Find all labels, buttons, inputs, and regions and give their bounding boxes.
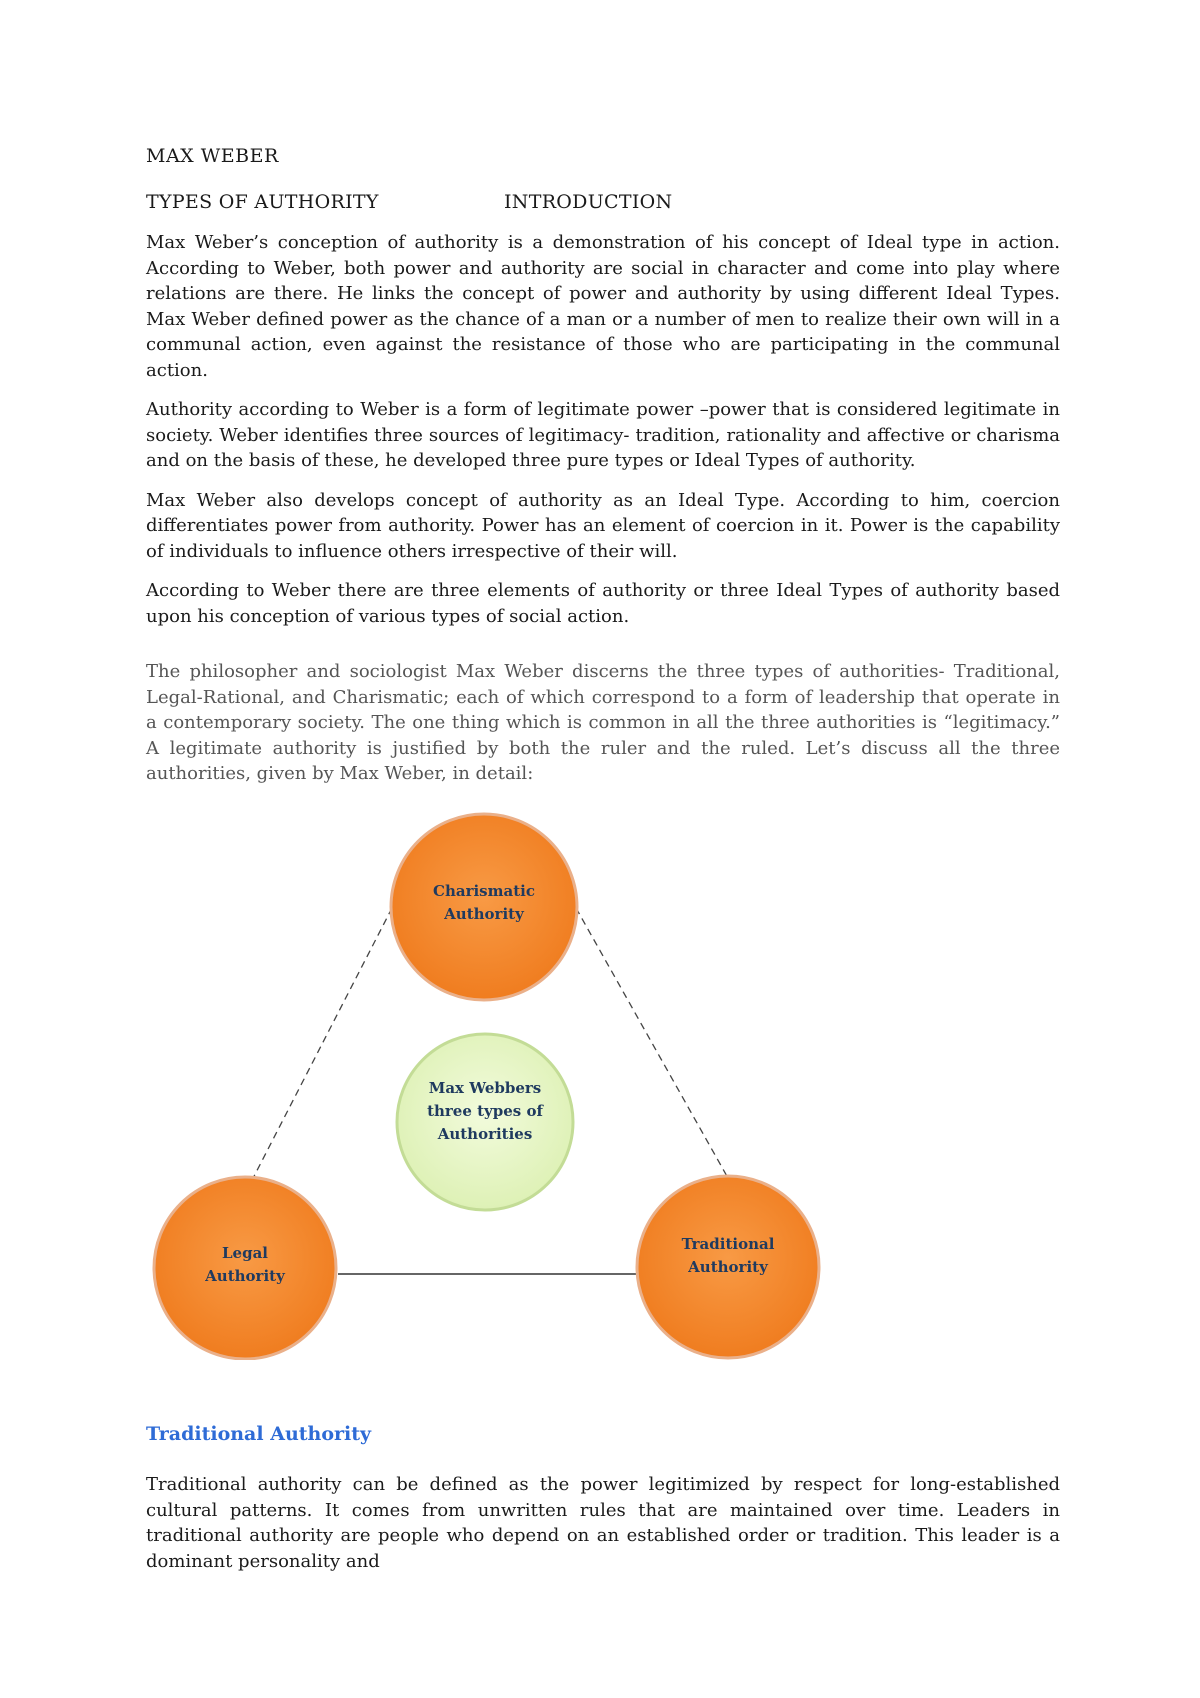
legal-label-line2: Authority	[205, 1267, 285, 1285]
charismatic-label-line2: Authority	[444, 905, 524, 923]
center-label-line1: Max Webbers	[428, 1079, 542, 1097]
traditional-authority-node	[637, 1176, 819, 1358]
document-subtitle	[146, 188, 1060, 216]
center-label-line3: Authorities	[437, 1125, 533, 1143]
paragraph-1: Max Weber’s conception of authority is a demonstration of his concept of Ideal type in action. According to Weber, both power and authority are social in character and come into play where relations are there. He links the concept of power and authority by using different Ideal Types. Max Weber defined power as the chance of a man or a number of men to realize their own will in a communal action, even against the resistance of those who are participating in the communal action.	[146, 232, 1060, 381]
charismatic-label-line1: Charismatic	[433, 882, 535, 900]
document-title: MAX WEBER	[146, 145, 279, 167]
connector-charismatic-legal	[248, 908, 392, 1188]
intro-grey-paragraph: The philosopher and sociologist Max Weber discerns the three types of authorities- Traditional, Legal-Rational, and Charismatic; each of which correspond to a form of leadership that operate in a contemporary society. The one thing which is common in all the three authorities is “legitimacy.” A legitimate authority is justified by both the ruler and the ruled. Let’s discuss all the three authorities, given by Max Weber, in detail:	[146, 661, 1060, 784]
legal-label-line1: Legal	[222, 1244, 268, 1262]
subtitle-types-of-authority: TYPES OF AUTHORITY	[146, 191, 379, 213]
legal-authority-node	[154, 1177, 336, 1359]
connector-charismatic-traditional	[576, 908, 728, 1178]
charismatic-authority-node	[391, 814, 577, 1000]
authority-diagram	[0, 800, 1200, 1360]
paragraph-2: Authority according to Weber is a form of legitimate power –power that is considered legitimate in society. Weber identifies three sources of legitimacy- tradition, rationality and affective or charisma and on the basis of these, he developed three pure types or Ideal Types of authority.	[146, 399, 1060, 471]
traditional-label-line1: Traditional	[681, 1235, 775, 1253]
traditional-label-line2: Authority	[688, 1258, 768, 1276]
paragraph-4: According to Weber there are three elements of authority or three Ideal Types of authority based upon his conception of various types of social action.	[146, 580, 1060, 627]
center-three-types-node	[397, 1034, 573, 1210]
center-label-line2: three types of	[427, 1102, 543, 1120]
document-body	[146, 142, 1060, 801]
section-heading-traditional-authority: Traditional Authority	[146, 1423, 372, 1445]
paragraph-3: Max Weber also develops concept of authority as an Ideal Type. According to him, coercion differentiates power from authority. Power has an element of coercion in it. Power is the capability of individuals to influence others irrespective of their will.	[146, 489, 1060, 562]
traditional-authority-paragraph: Traditional authority can be defined as the power legitimized by respect for long-established cultural patterns. It comes from unwritten rules that are maintained over time. Leaders in traditional authority are people who depend on an established order or tradition. This leader is a dominant personality and	[146, 1474, 1060, 1572]
subtitle-introduction: INTRODUCTION	[504, 191, 673, 213]
